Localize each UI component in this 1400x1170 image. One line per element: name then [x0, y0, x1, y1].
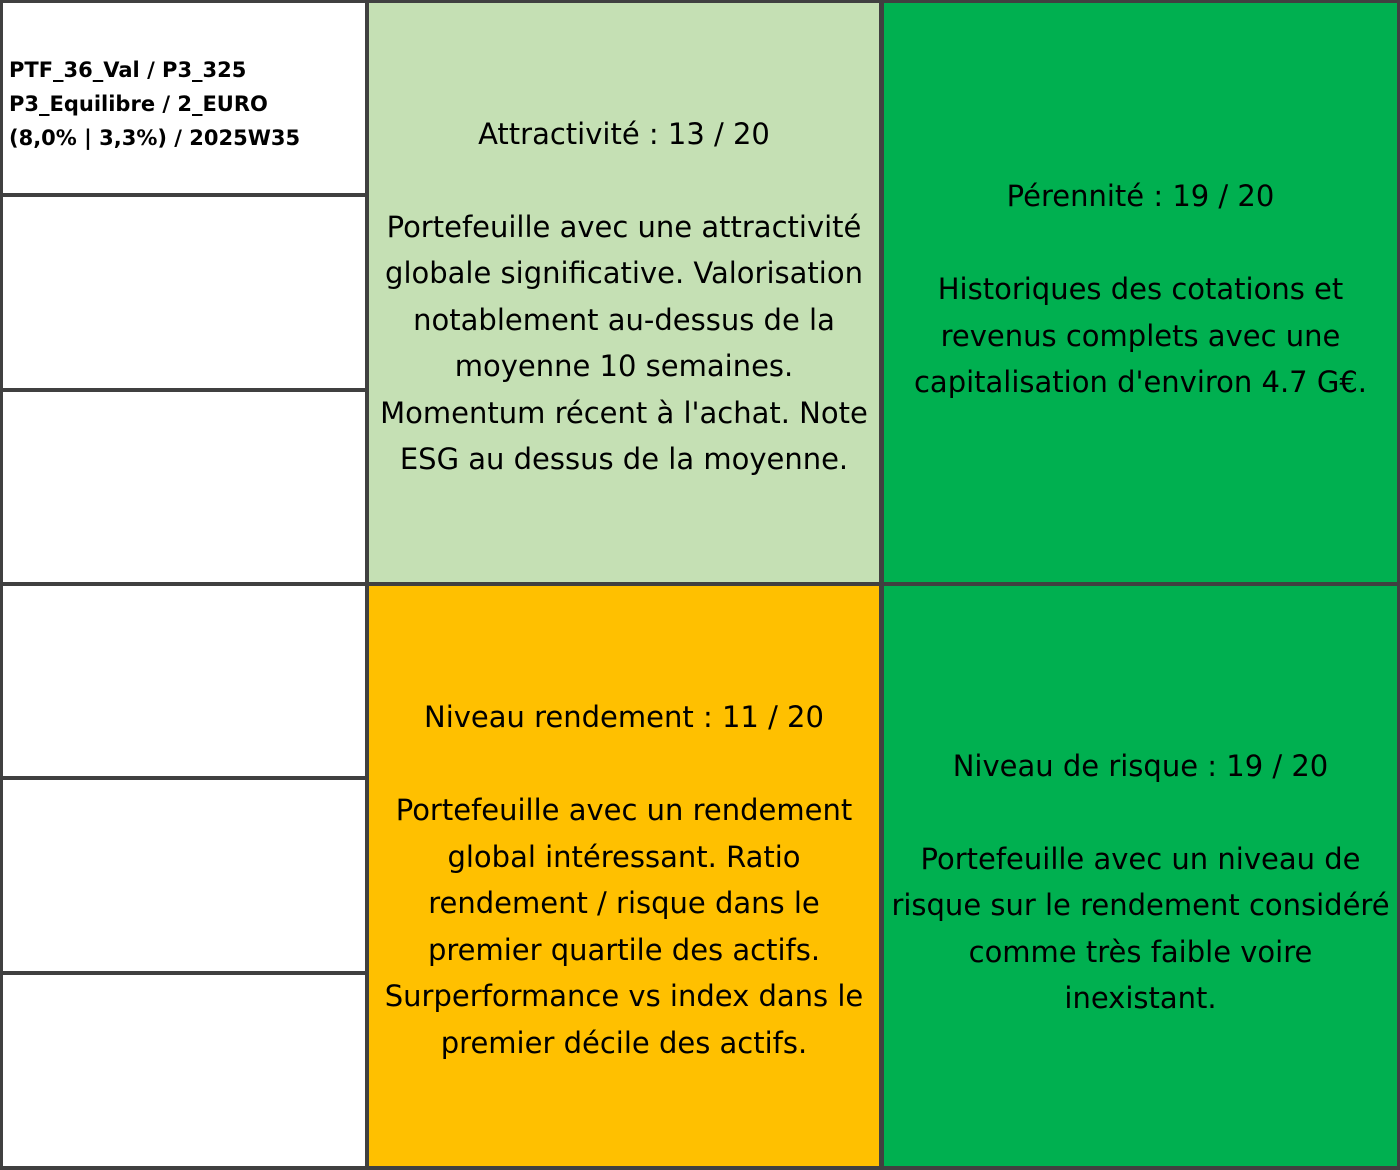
header-line-1: PTF_36_Val / P3_325: [9, 58, 247, 82]
perennite-description: Historiques des cotations et revenus complets avec une capitalisation d'environ 4.7 G€.: [913, 272, 1367, 400]
rendement-title: Niveau rendement : 11 / 20: [424, 700, 824, 734]
attractivite-description: Portefeuille avec une attractivité globale significative. Valorisation notablement au-dessus de la moyenne 10 semaines. Momentum récent à l'achat. Note ESG au dessus de la moyenne.: [380, 209, 868, 476]
rendement-description: Portefeuille avec un rendement global intéressant. Ratio rendement / risque dans le premier quartile des actifs. Surperformance vs index dans le premier décile des actifs.: [384, 793, 864, 1060]
attractivite-title: Attractivité : 13 / 20: [478, 116, 770, 151]
rendement-panel: [369, 586, 879, 1166]
empty-side-cell: [3, 586, 365, 776]
perennite-title: Pérennité : 19 / 20: [1006, 179, 1275, 214]
empty-side-cell: [3, 392, 365, 582]
attractivite-panel: [369, 3, 879, 582]
portfolio-header-text: [9, 53, 300, 155]
empty-side-cell: [3, 975, 365, 1166]
header-line-2: P3_Equilibre / 2_EURO: [9, 92, 268, 116]
empty-side-cell: [3, 197, 365, 388]
empty-side-cell: [3, 780, 365, 971]
risque-panel: [884, 586, 1397, 1166]
perennite-panel: [884, 3, 1397, 582]
header-line-3: (8,0% | 3,3%) / 2025W35: [9, 126, 301, 150]
risque-description: Portefeuille avec un niveau de risque sur le rendement considéré comme très faible voire inexistant.: [891, 841, 1390, 1015]
risque-title: Niveau de risque : 19 / 20: [952, 748, 1329, 783]
portfolio-header-cell: [3, 3, 365, 193]
